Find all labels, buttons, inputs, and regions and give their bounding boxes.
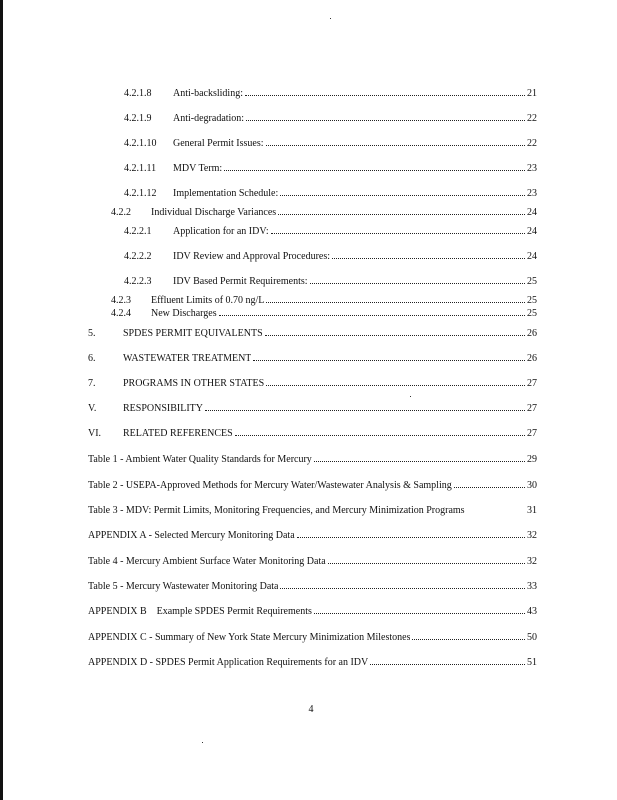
toc-number: 4.2.1.11 [124, 163, 157, 174]
toc-entry-4-2-4[interactable] [111, 307, 537, 321]
toc-title: IDV Review and Approval Procedures: [173, 251, 331, 262]
toc-page: 24 [527, 207, 537, 218]
scan-speck [202, 742, 203, 743]
toc-number: 4.2.2.3 [124, 276, 152, 287]
toc-title: Table 2 - USEPA-Approved Methods for Mercury Water/Wastewater Analysis & Sampling [88, 480, 452, 491]
dot-leader [246, 112, 525, 121]
toc-entry-4-2-1-8[interactable] [124, 87, 537, 101]
toc-number: 4.2.2.2 [124, 251, 152, 262]
toc-page: 43 [527, 606, 537, 617]
toc-title: Implementation Schedule: [173, 188, 279, 199]
toc-page: 50 [527, 632, 537, 643]
toc-entry-4-2-1-12[interactable] [124, 187, 537, 201]
toc-page: 29 [527, 454, 537, 465]
toc-page: 24 [527, 251, 537, 262]
toc-entry-appendix-d[interactable] [88, 656, 537, 670]
toc-page: 51 [527, 657, 537, 668]
toc-number: 6. [88, 353, 96, 364]
toc-page: 26 [527, 353, 537, 364]
toc-title: RESPONSIBILITY [123, 403, 204, 414]
toc-title: Application for an IDV: [173, 226, 269, 237]
toc-title: APPENDIX B Example SPDES Permit Requirements [88, 606, 312, 617]
toc-entry-appendix-a[interactable] [88, 529, 537, 543]
scan-speck [410, 396, 411, 397]
toc-entry-table-4[interactable] [88, 555, 537, 569]
dot-leader [328, 555, 525, 564]
dot-leader [219, 307, 525, 316]
toc-number: 4.2.1.9 [124, 113, 152, 124]
page-number: 4 [308, 704, 314, 715]
toc-entry-table-1[interactable] [88, 453, 537, 467]
dot-leader [235, 427, 525, 436]
dot-leader [370, 656, 525, 665]
toc-page: 27 [527, 378, 537, 389]
toc-entry-4-2-2-1[interactable] [124, 225, 537, 239]
toc-title: Table 4 - Mercury Ambient Surface Water Monitoring Data [88, 556, 326, 567]
toc-title: Individual Discharge Variances [151, 207, 277, 218]
dot-leader [280, 187, 525, 196]
toc-number: 4.2.1.12 [124, 188, 157, 199]
toc-page: 23 [527, 163, 537, 174]
toc-page: 32 [527, 556, 537, 567]
toc-entry-vi[interactable] [88, 427, 537, 441]
toc-entry-appendix-b[interactable] [88, 605, 537, 619]
toc-title: MDV Term: [173, 163, 223, 174]
toc-entry-4-2-3[interactable] [111, 294, 537, 308]
toc-entry-4-2-2-2[interactable] [124, 250, 537, 264]
toc-page: 22 [527, 113, 537, 124]
toc-number: 4.2.3 [111, 295, 131, 306]
toc-number: 4.2.1.8 [124, 88, 152, 99]
dot-leader [205, 402, 525, 411]
scan-edge [0, 0, 3, 800]
toc-entry-4-2-1-11[interactable] [124, 162, 537, 176]
toc-entry-appendix-c[interactable] [88, 631, 537, 645]
toc-number: 4.2.1.10 [124, 138, 157, 149]
dot-leader [266, 294, 525, 303]
dot-leader [465, 505, 527, 513]
toc-title: Table 1 - Ambient Water Quality Standards for Mercury [88, 454, 312, 465]
toc-page: 25 [527, 276, 537, 287]
toc-title: General Permit Issues: [173, 138, 264, 149]
toc-title: PROGRAMS IN OTHER STATES [123, 378, 265, 389]
dot-leader [454, 479, 525, 488]
dot-leader [253, 352, 525, 361]
dot-leader [314, 605, 525, 614]
dot-leader [271, 225, 525, 234]
toc-title: Table 5 - Mercury Wastewater Monitoring Data [88, 581, 279, 592]
toc-number: 4.2.2.1 [124, 226, 152, 237]
dot-leader [245, 87, 525, 96]
toc-entry-4-2-1-10[interactable] [124, 137, 537, 151]
toc-title: APPENDIX A - Selected Mercury Monitoring Data [88, 530, 295, 541]
toc-title: Anti-degradation: [173, 113, 245, 124]
toc-title: Table 3 - MDV: Permit Limits, Monitoring Frequencies, and Mercury Minimization Programs [88, 505, 465, 516]
dot-leader [314, 453, 525, 462]
dot-leader [266, 137, 525, 146]
toc-entry-7[interactable] [88, 377, 537, 391]
toc-entry-5[interactable] [88, 327, 537, 341]
dot-leader [297, 529, 525, 538]
toc-entry-4-2-1-9[interactable] [124, 112, 537, 126]
toc-entry-table-5[interactable] [88, 580, 537, 594]
toc-title: IDV Based Permit Requirements: [173, 276, 308, 287]
dot-leader [224, 162, 525, 171]
toc-entry-6[interactable] [88, 352, 537, 366]
toc-entry-v[interactable] [88, 402, 537, 416]
toc-title: RELATED REFERENCES [123, 428, 233, 439]
toc-page: 25 [527, 295, 537, 306]
toc-page: 30 [527, 480, 537, 491]
toc-page: 24 [527, 226, 537, 237]
toc-title: Anti-backsliding: [173, 88, 243, 99]
toc-number: 4.2.2 [111, 207, 131, 218]
dot-leader [280, 580, 525, 589]
toc-entry-4-2-2-3[interactable] [124, 275, 537, 289]
dot-leader [332, 250, 525, 259]
toc-entry-table-2[interactable] [88, 479, 537, 493]
scan-speck [330, 18, 331, 19]
toc-page: 31 [527, 505, 537, 516]
toc-number: 5. [88, 328, 96, 339]
toc-number: 4.2.4 [111, 308, 131, 319]
dot-leader [412, 631, 525, 640]
toc-title: APPENDIX D - SPDES Permit Application Requirements for an IDV [88, 657, 369, 668]
toc-page: 26 [527, 328, 537, 339]
toc-page: 27 [527, 403, 537, 414]
dot-leader [265, 327, 525, 336]
toc-page: 21 [527, 88, 537, 99]
toc-title: New Discharges [151, 308, 217, 319]
toc-title: SPDES PERMIT EQUIVALENTS [123, 328, 263, 339]
dot-leader [278, 206, 525, 215]
toc-page: 22 [527, 138, 537, 149]
toc-number: 7. [88, 378, 96, 389]
toc-title: WASTEWATER TREATMENT [123, 353, 252, 364]
toc-page: 25 [527, 308, 537, 319]
toc-page: 33 [527, 581, 537, 592]
toc-entry-4-2-2[interactable] [111, 206, 537, 220]
toc-page: 27 [527, 428, 537, 439]
dot-leader [266, 377, 525, 386]
toc-title: Effluent Limits of 0.70 ng/L [151, 295, 265, 306]
toc-page: 23 [527, 188, 537, 199]
toc-page: 32 [527, 530, 537, 541]
toc-number: VI. [88, 428, 102, 439]
toc-title: APPENDIX C - Summary of New York State Mercury Minimization Milestones [88, 632, 411, 643]
dot-leader [310, 275, 525, 284]
toc-number: V. [88, 403, 97, 414]
toc-entry-table-3[interactable] [88, 504, 537, 518]
